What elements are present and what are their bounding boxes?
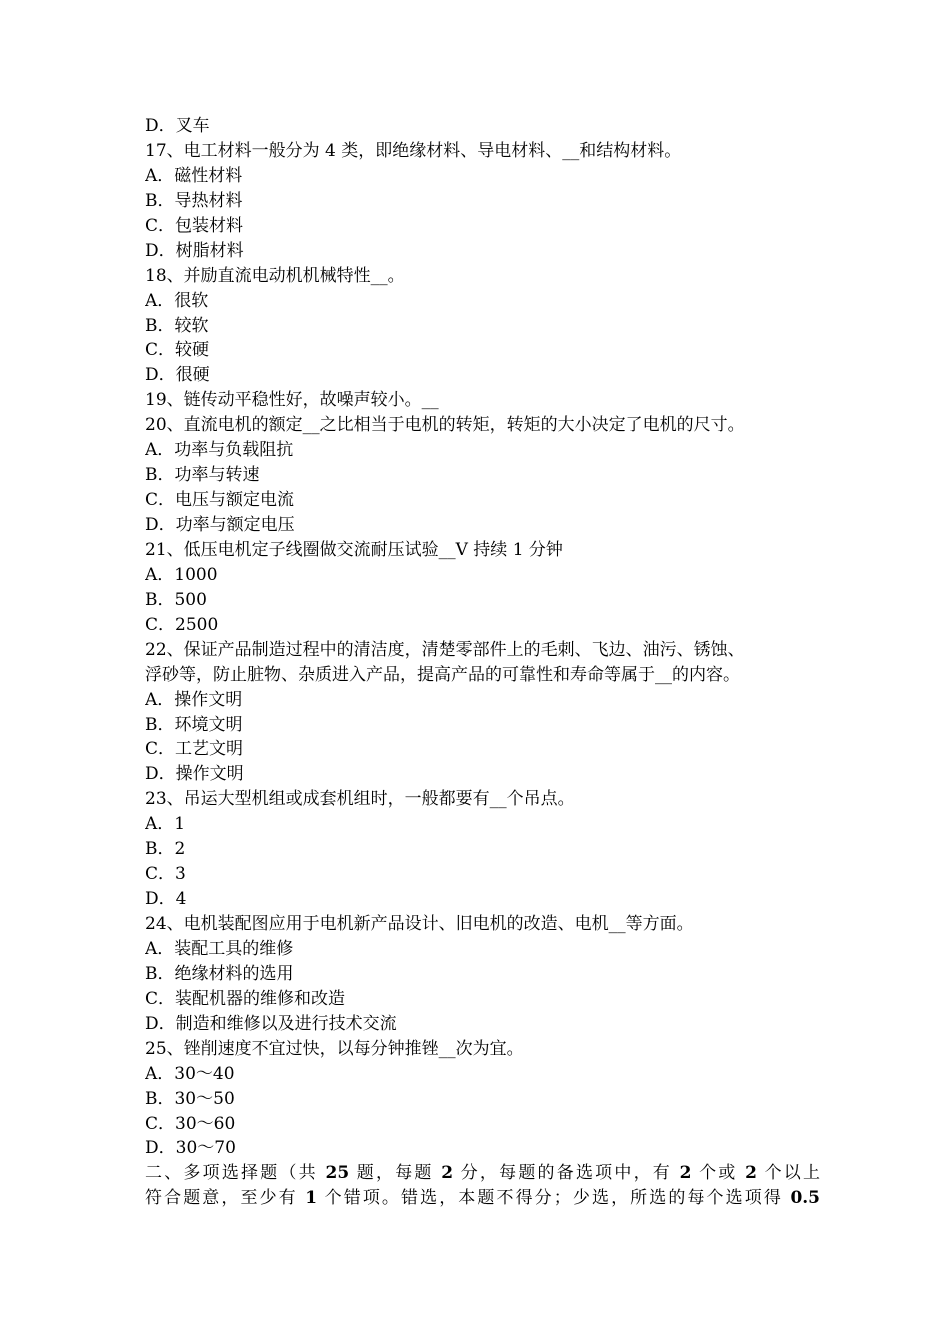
answer-option: D．4	[145, 889, 187, 910]
answer-option: C．电压与额定电流	[145, 490, 295, 511]
answer-option: C．较硬	[145, 340, 210, 361]
question-text: 21、低压电机定子线圈做交流耐压试验__V 持续 1 分钟	[145, 539, 563, 560]
bold-number: 25	[325, 1163, 350, 1184]
answer-option: B．导热材料	[145, 190, 243, 211]
bold-number: 2	[441, 1163, 454, 1184]
bold-number: 2	[679, 1163, 692, 1184]
heading-text: 二、多项选择题（共	[145, 1163, 326, 1184]
heading-text: 题，每题	[349, 1163, 442, 1184]
answer-option: C．装配机器的维修和改造	[145, 988, 346, 1009]
answer-option: D．制造和维修以及进行技术交流	[145, 1013, 397, 1034]
answer-option: D．叉车	[145, 116, 210, 136]
answer-option: A．装配工具的维修	[145, 938, 294, 959]
answer-option: D．功率与额定电压	[145, 515, 295, 535]
question-text: 25、锉削速度不宜过快，以每分钟推锉__次为宜。	[145, 1038, 524, 1059]
answer-option: D．很硬	[145, 365, 210, 386]
question-text: 19、链传动平稳性好，故噪声较小。__	[145, 390, 439, 411]
answer-option: B．较软	[145, 315, 209, 336]
answer-option: B．2	[145, 839, 186, 860]
question-text: 22、保证产品制造过程中的清洁度，清楚零部件上的毛刺、飞边、油污、锈蚀、	[145, 639, 745, 660]
answer-option: C．3	[145, 864, 186, 885]
question-text: 浮砂等，防止脏物、杂质进入产品，提高产品的可靠性和寿命等属于__的内容。	[145, 664, 740, 685]
answer-option: A．功率与负载阻抗	[145, 440, 294, 461]
question-text: 18、并励直流电动机机械特性__。	[145, 265, 405, 286]
answer-option: D．树脂材料	[145, 240, 244, 261]
answer-option: A．1000	[145, 564, 218, 585]
bold-number: 1	[305, 1188, 318, 1209]
answer-option: B．功率与转速	[145, 465, 260, 486]
section-heading-line-2	[145, 1186, 820, 1211]
heading-text: 个以上	[756, 1163, 820, 1184]
question-list	[145, 114, 820, 1211]
bold-number: 0.5	[790, 1188, 820, 1209]
answer-option: A．操作文明	[145, 689, 243, 710]
question-text: 24、电机装配图应用于电机新产品设计、旧电机的改造、电机__等方面。	[145, 914, 694, 934]
section-heading-line-1	[145, 1161, 820, 1186]
answer-option: A．很软	[145, 290, 209, 311]
answer-option: B．环境文明	[145, 714, 243, 735]
answer-option: C．30～60	[145, 1113, 236, 1134]
answer-option: B．30～50	[145, 1088, 235, 1109]
heading-text: 分，每题的备选项中，有	[453, 1163, 680, 1184]
question-text: 17、电工材料一般分为 4 类，即绝缘材料、导电材料、__和结构材料。	[145, 140, 682, 161]
heading-text: 个或	[691, 1163, 746, 1184]
answer-option: D．30～70	[145, 1138, 236, 1159]
answer-option: C．2500	[145, 614, 219, 635]
question-text: 20、直流电机的额定__之比相当于电机的转矩，转矩的大小决定了电机的尺寸。	[145, 415, 745, 436]
answer-option: D．操作文明	[145, 764, 244, 785]
heading-text: 符合题意，至少有	[145, 1188, 306, 1209]
answer-option: C．工艺文明	[145, 739, 244, 760]
answer-option: A．磁性材料	[145, 165, 243, 186]
answer-option: B．绝缘材料的选用	[145, 963, 294, 984]
answer-option: A．1	[145, 814, 186, 835]
answer-option: C．包装材料	[145, 215, 244, 236]
answer-option: B．500	[145, 589, 207, 610]
bold-number: 2	[745, 1163, 757, 1184]
heading-text: 个错项。错选，本题不得分；少选，所选的每个选项得	[317, 1188, 791, 1209]
answer-option: A．30～40	[145, 1063, 235, 1084]
question-text: 23、吊运大型机组或成套机组时，一般都要有__个吊点。	[145, 789, 575, 810]
